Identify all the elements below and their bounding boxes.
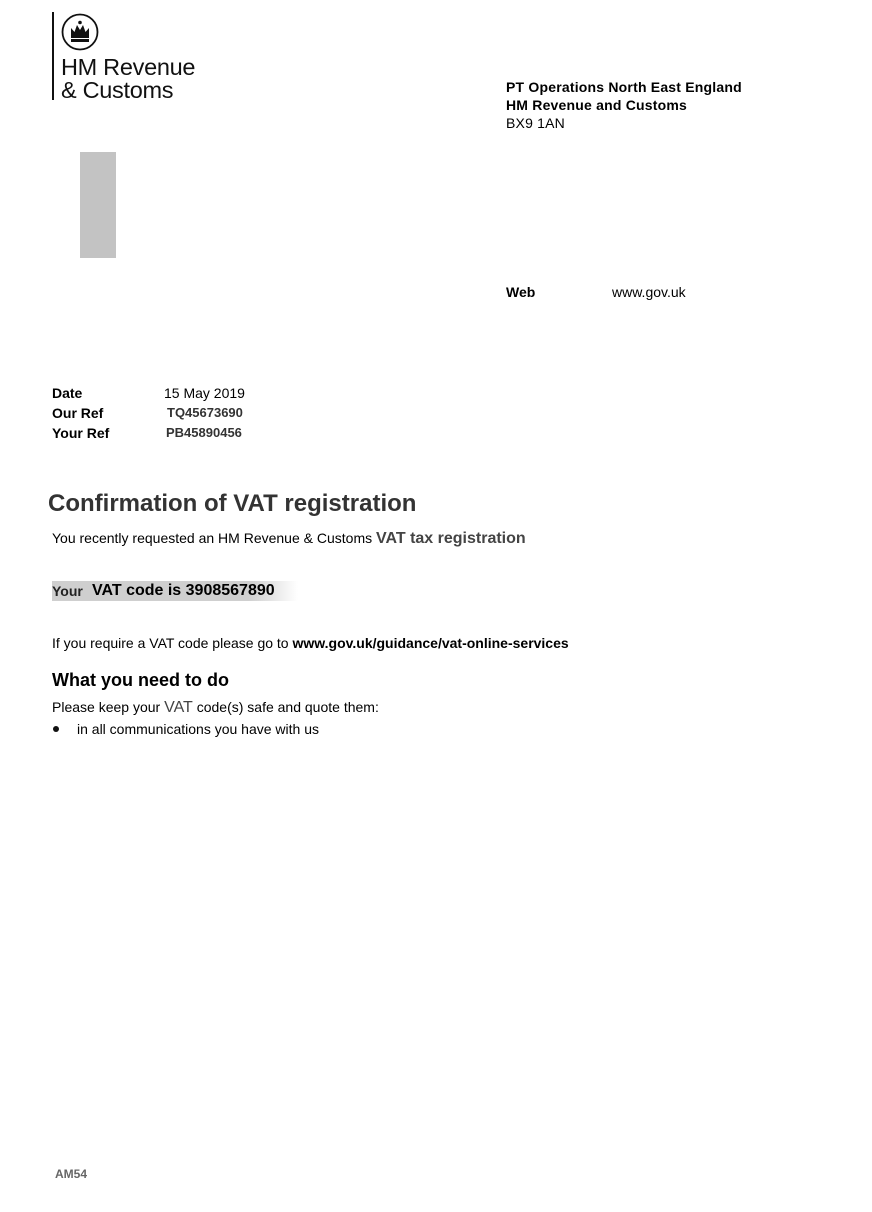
intro-text: You recently requested an HM Revenue & Customs: [52, 530, 373, 546]
keep-text-after: code(s) safe and quote them:: [196, 699, 379, 715]
logo-divider: [52, 12, 54, 100]
intro-paragraph: [52, 530, 526, 548]
royal-crest-icon: [61, 13, 99, 51]
sender-address-line2: HM Revenue and Customs: [506, 97, 687, 113]
sender-postcode: BX9 1AN: [506, 115, 565, 131]
our-ref-label: Our Ref: [52, 405, 104, 421]
form-code: AM54: [55, 1167, 88, 1181]
logo-text-line1: HM Revenue: [61, 54, 196, 80]
require-paragraph: [52, 635, 601, 651]
date-label: Date: [52, 385, 83, 401]
your-ref-value: PB45890456: [166, 425, 242, 440]
keep-text-before: Please keep your: [52, 699, 161, 715]
keep-vat-term: VAT: [164, 699, 193, 716]
web-link[interactable]: www.gov.uk: [612, 284, 686, 300]
keep-paragraph: [52, 699, 379, 717]
section-heading: What you need to do: [52, 670, 229, 690]
vat-online-services-link[interactable]: www.gov.uk/guidance/vat-online-services: [292, 635, 569, 651]
logo-text-line2: & Customs: [61, 77, 174, 103]
bullet-item: in all communications you have with us: [77, 721, 320, 737]
your-ref-label: Your Ref: [52, 425, 110, 441]
intro-registration-type: VAT tax registration: [376, 530, 526, 547]
sender-address-line1: PT Operations North East England: [506, 79, 742, 95]
date-value: 15 May 2019: [164, 385, 245, 401]
require-text: If you require a VAT code please go to: [52, 635, 289, 651]
web-label: Web: [506, 284, 536, 300]
bullet-dot-icon: [53, 726, 59, 732]
vat-code-text: VAT code is 3908567890: [92, 582, 275, 599]
vat-code-highlight: [52, 581, 298, 601]
our-ref-value: TQ45673690: [167, 405, 243, 420]
letter-title: Confirmation of VAT registration: [48, 490, 417, 517]
recipient-address-block: [80, 152, 116, 258]
vat-code-prefix: Your: [52, 583, 83, 599]
